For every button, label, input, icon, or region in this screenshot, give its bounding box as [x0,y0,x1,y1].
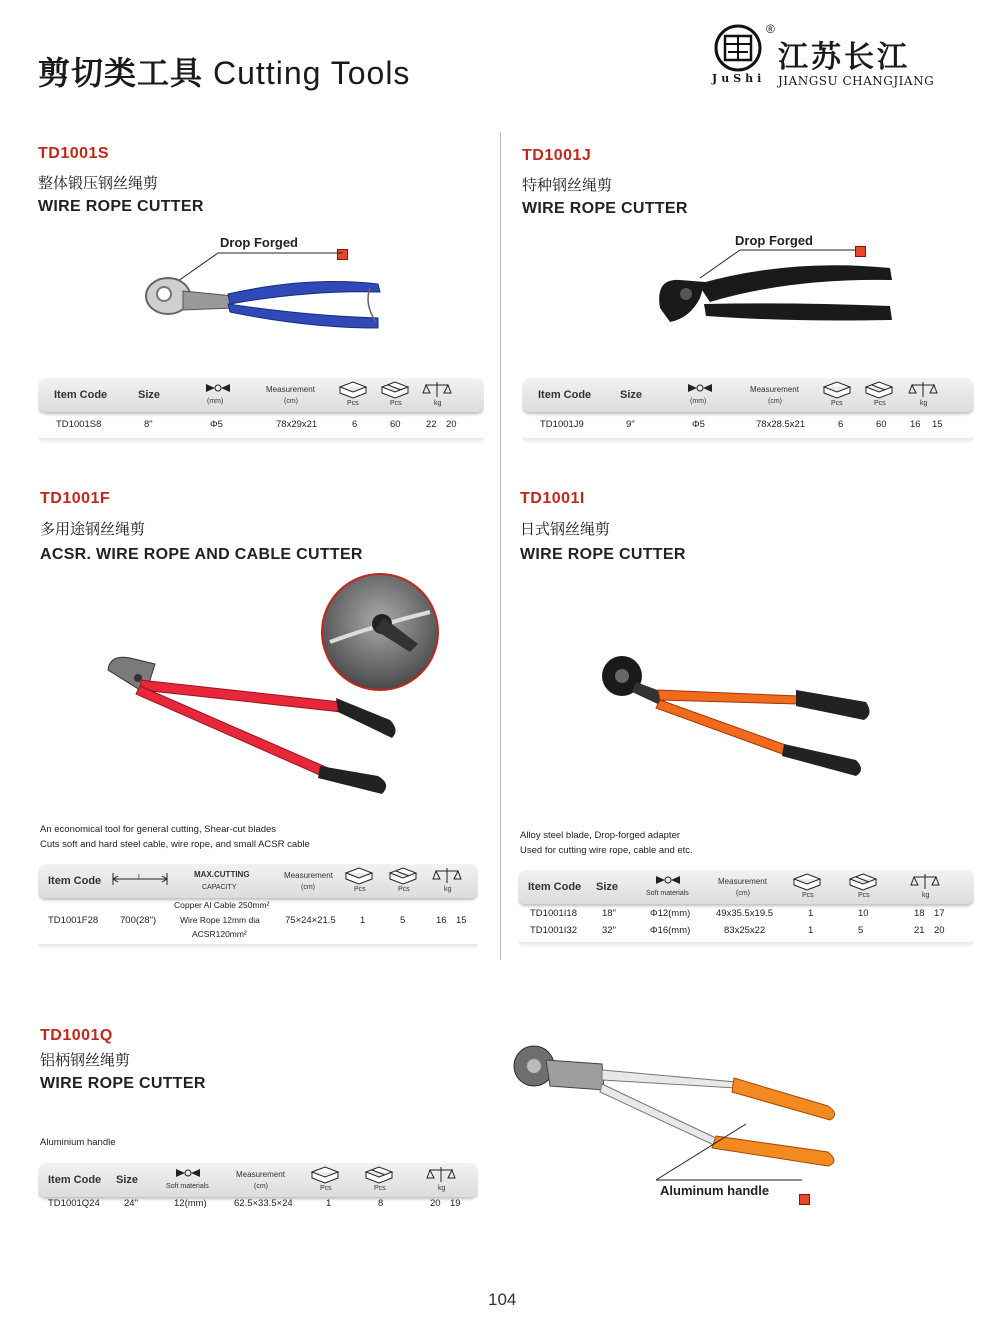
spec-table [38,864,478,950]
cell-size: 32" [602,925,616,936]
page-title-en: Cutting Tools [213,55,411,91]
product-code: TD1001I [520,490,585,507]
description-line: An economical tool for general cutting, Shear-cut blades [40,824,277,835]
inner-box-icon [338,381,368,399]
column-divider [500,132,501,960]
inner-box-icon [344,867,374,885]
wire-rope-cutter-black-image [650,238,910,348]
cell-item-code: TD1001F28 [48,915,99,926]
cell-gross-weight: 21 [914,925,925,936]
spec-table [518,870,974,948]
header-mm: (mm) [690,398,707,405]
cell-capacity: Φ5 [692,419,705,430]
brand-logo [708,22,938,92]
cell-gross-weight: 22 [426,419,437,430]
weight-scale-icon [908,381,938,399]
cutting-capacity-icon [205,382,231,394]
cell-size: 18" [602,908,616,919]
spec-table-header [38,378,484,412]
header-kg: kg [438,1185,446,1192]
cell-pcs-carton: 60 [390,419,401,430]
brand-name-cn: 江苏长江 [778,40,910,75]
cell-net-weight: 20 [446,419,457,430]
header-pcs-inner: Pcs [802,892,814,899]
header-cm: (cm) [768,398,782,405]
spec-table [522,378,974,444]
product-code: TD1001F [40,490,111,507]
header-pcs-carton: Pcs [398,886,410,893]
header-measurement: Measurement [284,871,333,880]
product-name-en: WIRE ROPE CUTTER [40,1075,206,1092]
table-row [38,412,484,438]
inner-box-icon [822,381,852,399]
brand-name-en: JIANGSU CHANGJIANG [778,74,935,88]
header-item-code: Item Code [528,881,582,893]
header-max-cutting: MAX.CUTTING [194,870,250,879]
description-line: Cuts soft and hard steel cable, wire rope, and small ACSR cable [40,839,310,850]
cell-net-weight: 15 [456,915,467,926]
cell-measurement: 78x28.5x21 [756,419,806,430]
header-measurement: Measurement [718,877,767,886]
header-mm: (mm) [207,398,224,405]
product-name-cn: 特种钢丝绳剪 [522,177,613,194]
cell-pcs-carton: 60 [876,419,887,430]
header-measurement: Measurement [236,1170,285,1179]
cell-pcs-carton: 8 [378,1198,384,1209]
spec-table-header [38,1163,478,1197]
header-kg: kg [922,892,930,899]
spec-table-header [522,378,974,412]
cell-item-code: TD1001Q24 [48,1198,100,1209]
header-pcs-carton: Pcs [374,1185,386,1192]
cell-pcs-carton: 5 [400,915,406,926]
header-measurement: Measurement [750,385,799,394]
product-code: TD1001Q [40,1027,113,1044]
header-pcs-carton: Pcs [874,400,886,407]
cutting-capacity-icon [687,382,713,394]
weight-scale-icon [422,381,452,399]
header-pcs-inner: Pcs [831,400,843,407]
cell-pcs-inner: 6 [838,419,844,430]
cell-pcs-inner: 1 [808,908,814,919]
carton-icon [864,381,894,399]
cell-gross-weight: 20 [430,1198,441,1209]
page-title-cn: 剪切类工具 [38,55,204,91]
cell-measurement: 75×24×21.5 [285,915,336,926]
header-capacity: CAPACITY [202,884,237,891]
spec-table-header [518,870,974,904]
cell-pcs-inner: 1 [808,925,814,936]
wire-rope-cutter-orange-image [598,652,878,782]
callout-label: Aluminum handle [660,1183,770,1198]
product-name-cn: 多用途钢丝绳剪 [40,521,146,538]
table-rows [518,904,974,942]
spec-table-header [38,864,478,898]
inner-box-icon [310,1166,340,1184]
page-number: 104 [488,1290,517,1309]
header-cm: (cm) [284,398,298,405]
cell-capacity: Φ16(mm) [650,925,691,936]
product-name-cn: 日式钢丝绳剪 [520,521,611,538]
cell-measurement: 62.5×33.5×24 [234,1198,293,1209]
cell-item-code: TD1001J9 [540,419,584,430]
cell-pcs-inner: 1 [360,915,366,926]
product-description: Aluminium handle [40,1137,116,1148]
description-line: Alloy steel blade, Drop-forged adapter [520,830,681,841]
cell-gross-weight: 16 [910,419,921,430]
carton-icon [380,381,410,399]
header-item-code: Item Code [48,875,102,887]
cell-pcs-inner: 1 [326,1198,332,1209]
table-row [38,898,478,944]
header-soft-materials: Soft materials [646,890,689,897]
header-length: L [138,874,142,881]
cell-size: 24" [124,1198,138,1209]
header-size: Size [620,389,643,401]
header-cm: (cm) [736,890,750,897]
product-name-en: WIRE ROPE CUTTER [38,198,204,215]
header-kg: kg [444,886,452,893]
carton-icon [848,873,878,891]
product-code: TD1001J [522,147,592,164]
header-size: Size [596,881,619,893]
carton-icon [364,1166,394,1184]
cell-pcs-inner: 6 [352,419,358,430]
product-name-en: ACSR. WIRE ROPE AND CABLE CUTTER [40,546,363,563]
header-pcs-inner: Pcs [347,400,359,407]
callout-marker [799,1194,810,1205]
product-name-en: WIRE ROPE CUTTER [520,546,686,563]
cell-item-code: TD1001I32 [530,925,578,936]
cell-size: 8" [144,419,153,430]
weight-scale-icon [426,1166,456,1184]
product-name-cn: 整体锻压钢丝绳剪 [38,175,159,192]
table-row [522,412,974,438]
callout-label: Drop Forged [220,235,298,250]
cell-net-weight: 17 [934,908,945,919]
cell-item-code: TD1001I18 [530,908,578,919]
cell-pcs-carton: 10 [858,908,869,919]
header-soft-materials: Soft materials [166,1183,209,1190]
header-kg: kg [920,400,928,407]
carton-icon [388,867,418,885]
header-measurement: Measurement [266,385,315,394]
wire-rope-cutter-blue-image [138,236,398,346]
header-item-code: Item Code [54,389,108,401]
cutting-capacity-icon [655,874,681,886]
header-pcs-carton: Pcs [390,400,402,407]
header-item-code: Item Code [538,389,592,401]
cell-capacity: 12(mm) [174,1198,207,1209]
cell-capacity: Φ12(mm) [650,908,691,919]
cell-capacity-wire: Wire Rope 12mm dia [180,915,260,925]
product-code: TD1001S [38,145,110,162]
cell-gross-weight: 18 [914,908,925,919]
weight-scale-icon [432,867,462,885]
cell-capacity-copper: Copper Al Cable 250mm² [174,900,270,910]
header-pcs-inner: Pcs [354,886,366,893]
cell-item-code: TD1001S8 [56,419,102,430]
acsr-cable-cutter-red-image [100,650,410,800]
table-row [38,1197,478,1223]
header-pcs-carton: Pcs [858,892,870,899]
header-cm: (cm) [254,1183,268,1190]
page-title [38,48,410,94]
cell-measurement: 49x35.5x19.5 [716,908,774,919]
cell-net-weight: 15 [932,419,943,430]
inner-box-icon [792,873,822,891]
header-pcs-inner: Pcs [320,1185,332,1192]
product-description [520,828,693,858]
spec-table [38,1163,478,1223]
product-name-en: WIRE ROPE CUTTER [522,200,688,217]
cell-measurement: 83x25x22 [724,925,766,936]
cell-capacity: Φ5 [210,419,223,430]
weight-scale-icon [910,873,940,891]
callout-label: Drop Forged [735,233,813,248]
cell-size: 9" [626,419,635,430]
cell-net-weight: 20 [934,925,945,936]
product-name-cn: 铝柄钢丝绳剪 [40,1052,131,1069]
registered-mark: ® [766,22,775,36]
cell-pcs-carton: 5 [858,925,864,936]
header-size: Size [116,1174,139,1186]
header-size: Size [138,389,161,401]
header-cm: (cm) [301,884,315,891]
spec-table [38,378,484,444]
cell-capacity-acsr: ACSR120mm² [192,929,247,939]
description-line: Used for cutting wire rope, cable and etc. [520,845,693,856]
header-kg: kg [434,400,442,407]
cell-measurement: 78x29x21 [276,419,318,430]
cell-gross-weight: 16 [436,915,447,926]
cell-net-weight: 19 [450,1198,461,1209]
cell-length: 700(28") [120,915,157,926]
product-description [40,822,310,852]
header-item-code: Item Code [48,1174,102,1186]
cutting-capacity-icon [175,1167,201,1179]
brand-logo-text: JuShi [712,72,766,85]
